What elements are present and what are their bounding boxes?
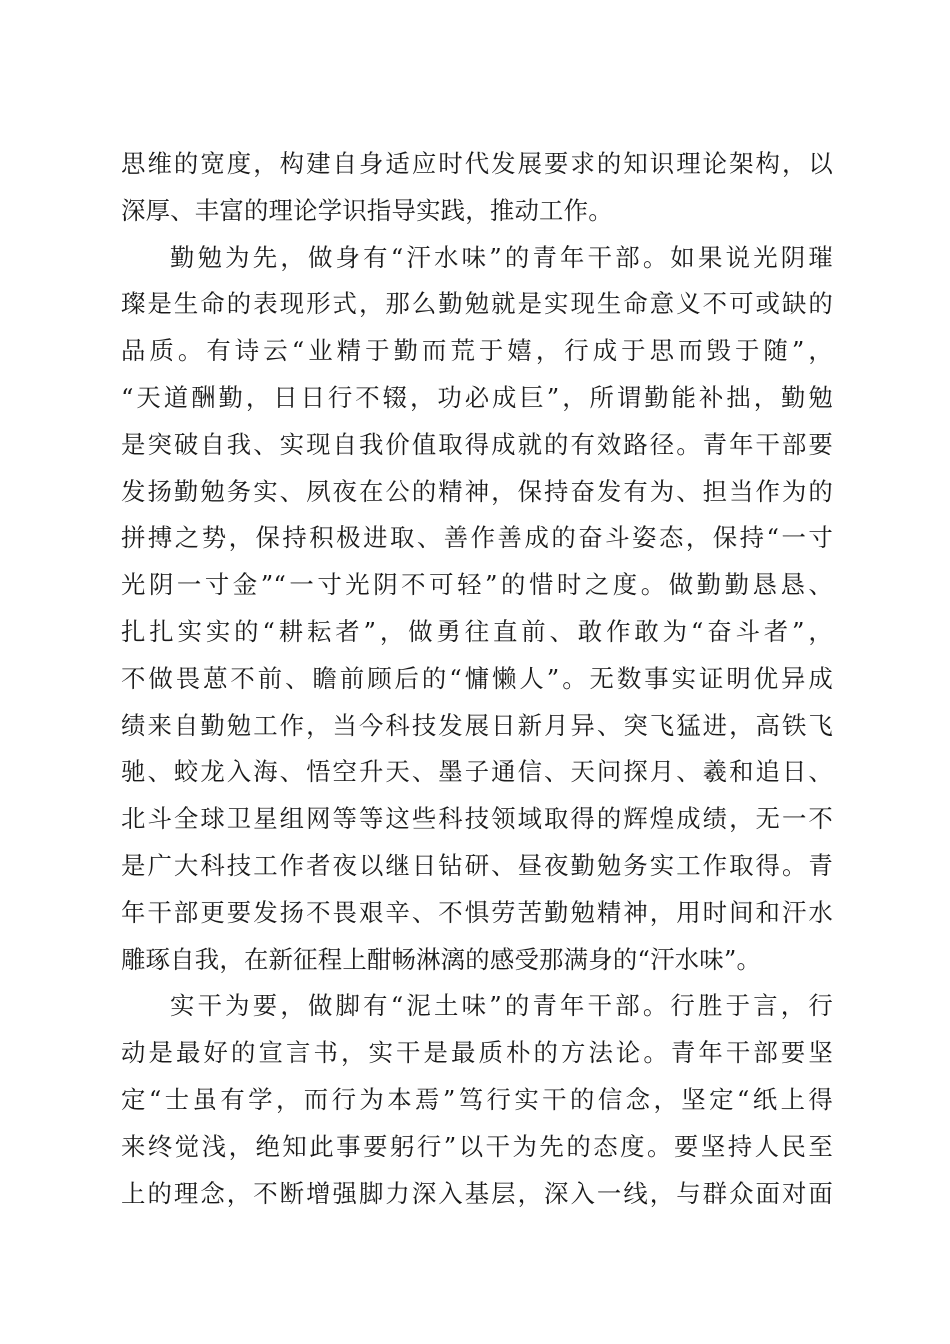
text-line: 动是最好的宣言书，实干是最质朴的方法论。青年干部要坚 <box>121 1038 833 1068</box>
text-line: 璨是生命的表现形式，那么勤勉就是实现生命意义不可或缺的 <box>121 289 833 319</box>
body-text <box>121 141 833 1217</box>
text-line: 北斗全球卫星组网等等这些科技领域取得的辉煌成绩，无一不 <box>121 804 833 834</box>
text-line: 品质。有诗云“业精于勤而荒于嬉，行成于思而毁于随”， <box>121 336 833 366</box>
text-line: 不做畏葸不前、瞻前顾后的“慵懒人”。无数事实证明优异成 <box>121 663 833 693</box>
text-line: 光阴一寸金”“一寸光阴不可轻”的惜时之度。做勤勤恳恳、 <box>121 570 833 600</box>
text-line: 拼搏之势，保持积极进取、善作善成的奋斗姿态，保持“一寸 <box>121 523 833 553</box>
text-line: 扎扎实实的“耕耘者”，做勇往直前、敢作敢为“奋斗者”， <box>121 616 833 646</box>
text-line: 雕琢自我，在新征程上酣畅淋漓的感受那满身的“汗水味”。 <box>121 944 762 974</box>
text-line: 实干为要，做脚有“泥土味”的青年干部。行胜于言，行 <box>170 991 833 1021</box>
text-line: 年干部更要发扬不畏艰辛、不惧劳苦勤勉精神，用时间和汗水 <box>121 897 833 927</box>
text-line: 思维的宽度，构建自身适应时代发展要求的知识理论架构，以 <box>121 149 833 178</box>
text-line: 绩来自勤勉工作，当今科技发展日新月异、突飞猛进，高铁飞 <box>121 710 833 740</box>
text-line: 定“士虽有学，而行为本焉”笃行实干的信念，坚定“纸上得 <box>121 1084 833 1114</box>
text-line: 勤勉为先，做身有“汗水味”的青年干部。如果说光阴璀 <box>170 242 833 272</box>
paragraph-2 <box>121 235 833 984</box>
paragraph-1 <box>121 141 833 235</box>
text-line: 驰、蛟龙入海、悟空升天、墨子通信、天问探月、羲和追日、 <box>121 757 833 787</box>
text-line: 是广大科技工作者夜以继日钻研、昼夜勤勉务实工作取得。青 <box>121 850 833 880</box>
text-line: 深厚、丰富的理论学识指导实践，推动工作。 <box>121 195 613 225</box>
text-line: 来终觉浅，绝知此事要躬行”以干为先的态度。要坚持人民至 <box>121 1131 833 1161</box>
text-line: 上的理念，不断增强脚力深入基层，深入一线，与群众面对面 <box>121 1178 833 1208</box>
paragraph-3 <box>121 983 833 1217</box>
text-line: “天道酬勤，日日行不辍，功必成巨”，所谓勤能补拙，勤勉 <box>121 382 833 412</box>
text-line: 是突破自我、实现自我价值取得成就的有效路径。青年干部要 <box>121 429 833 459</box>
text-line: 发扬勤勉务实、夙夜在公的精神，保持奋发有为、担当作为的 <box>121 476 833 506</box>
